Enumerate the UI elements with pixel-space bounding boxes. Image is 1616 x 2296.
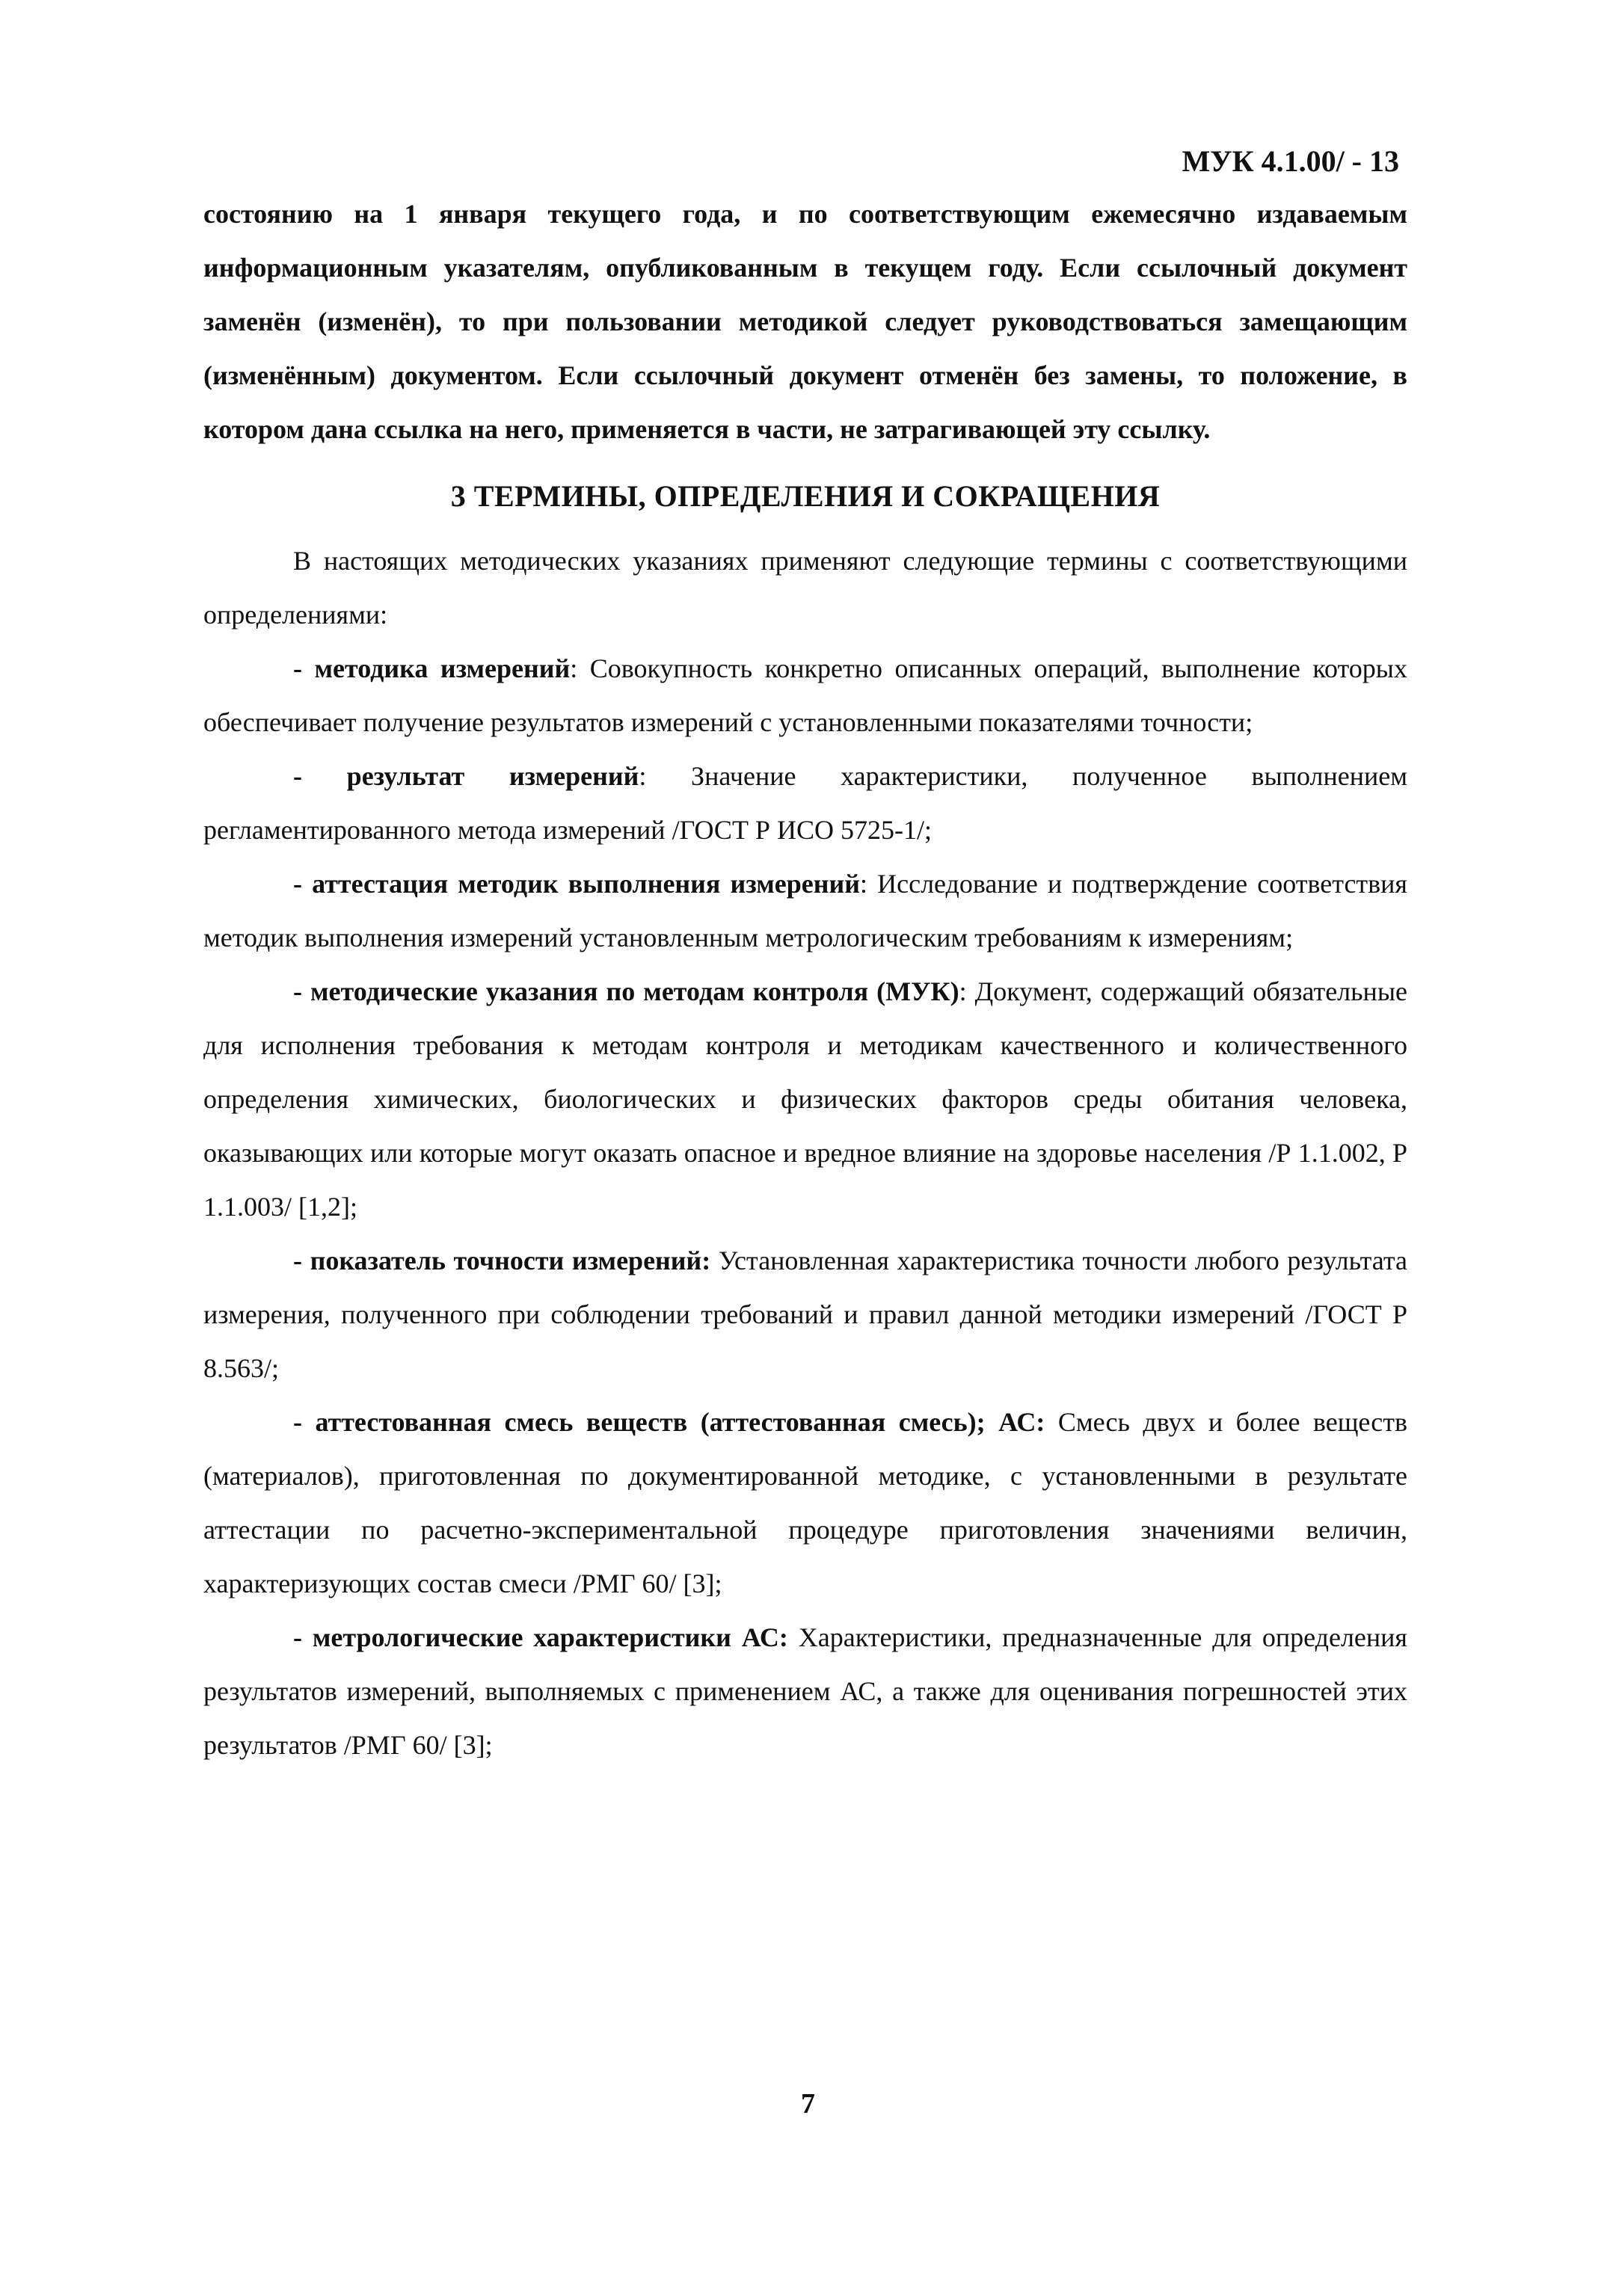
definition-text: : Значение характеристики, полученное выполнением регламентированного метода измерений /ГОСТ Р ИСО 5725-1/; — [203, 761, 1407, 845]
section-intro: В настоящих методических указаниях применяют следующие термины с соответствующими определениями: — [203, 546, 1407, 630]
definition-item — [203, 749, 1407, 857]
definition-item — [203, 641, 1407, 749]
intro-paragraph: состоянию на 1 января текущего года, и по соответствующим ежемесячно издаваемым информационным указателям, опубликованным в текущем году. Если ссылочный документ заменён (изменён), то при пользовании методикой следует руководствоваться замещающим (изменённым) документом. Если ссылочный документ отменён без замены, то положение, в котором дана ссылка на него, применяется в части, не затрагивающей эту ссылку. — [203, 199, 1407, 444]
definition-text: Смесь двух и более веществ (материалов), приготовленная по документированной методике, с установленными в результате аттестации по расчетно-экспериментальной процедуре приготовления значениями величин, характеризующих состав смеси /РМГ 60/ [3]; — [203, 1407, 1407, 1598]
definition-term: - показатель точности измерений: — [293, 1246, 711, 1275]
page-number: 7 — [801, 2088, 815, 2120]
section-title: 3 ТЕРМИНЫ, ОПРЕДЕЛЕНИЯ И СОКРАЩЕНИЯ — [450, 479, 1161, 513]
definition-text: Установленная характеристика точности любого результата измерения, полученного при соблюдении требований и правил данной методики измерений /ГОСТ Р 8.563/; — [203, 1246, 1408, 1383]
definition-item — [203, 857, 1407, 964]
definition-item — [203, 1610, 1407, 1772]
definition-term: - методика измерений — [293, 653, 571, 683]
document-code-header: МУК 4.1.00/ - 13 — [1182, 144, 1399, 178]
page-content — [203, 187, 1407, 1772]
definition-text: Характеристики, предназначенные для определения результатов измерений, выполняемых с применением АС, а также для оценивания погрешностей этих результатов /РМГ 60/ [3]; — [203, 1622, 1407, 1760]
definition-term: - аттестованная смесь веществ (аттестованная смесь); АС: — [293, 1407, 1045, 1437]
definition-term: - аттестация методик выполнения измерений — [293, 869, 860, 899]
definition-term: - метрологические характеристики АС: — [293, 1622, 788, 1652]
definition-term: - методические указания по методам контроля (МУК) — [293, 976, 959, 1006]
definition-item — [203, 1395, 1407, 1610]
definition-term: - результат измерений — [293, 761, 639, 791]
definition-item — [203, 1234, 1407, 1395]
definition-text: : Совокупность конкретно описанных операций, выполнение которых обеспечивает получение результатов измерений с установленными показателями точности; — [203, 653, 1407, 737]
definition-text: : Исследование и подтверждение соответствия методик выполнения измерений установленным метрологическим требованиям к измерениям; — [203, 869, 1407, 952]
definition-item — [203, 964, 1407, 1234]
definition-text: : Документ, содержащий обязательные для исполнения требования к методам контроля и методикам качественного и количественного определения химических, биологических и физических факторов среды обитания человека, оказывающих или которые могут оказать опасное и вредное влияние на здоровье населения /Р 1.1.002, Р 1.1.003/ [1,2]; — [203, 976, 1407, 1222]
